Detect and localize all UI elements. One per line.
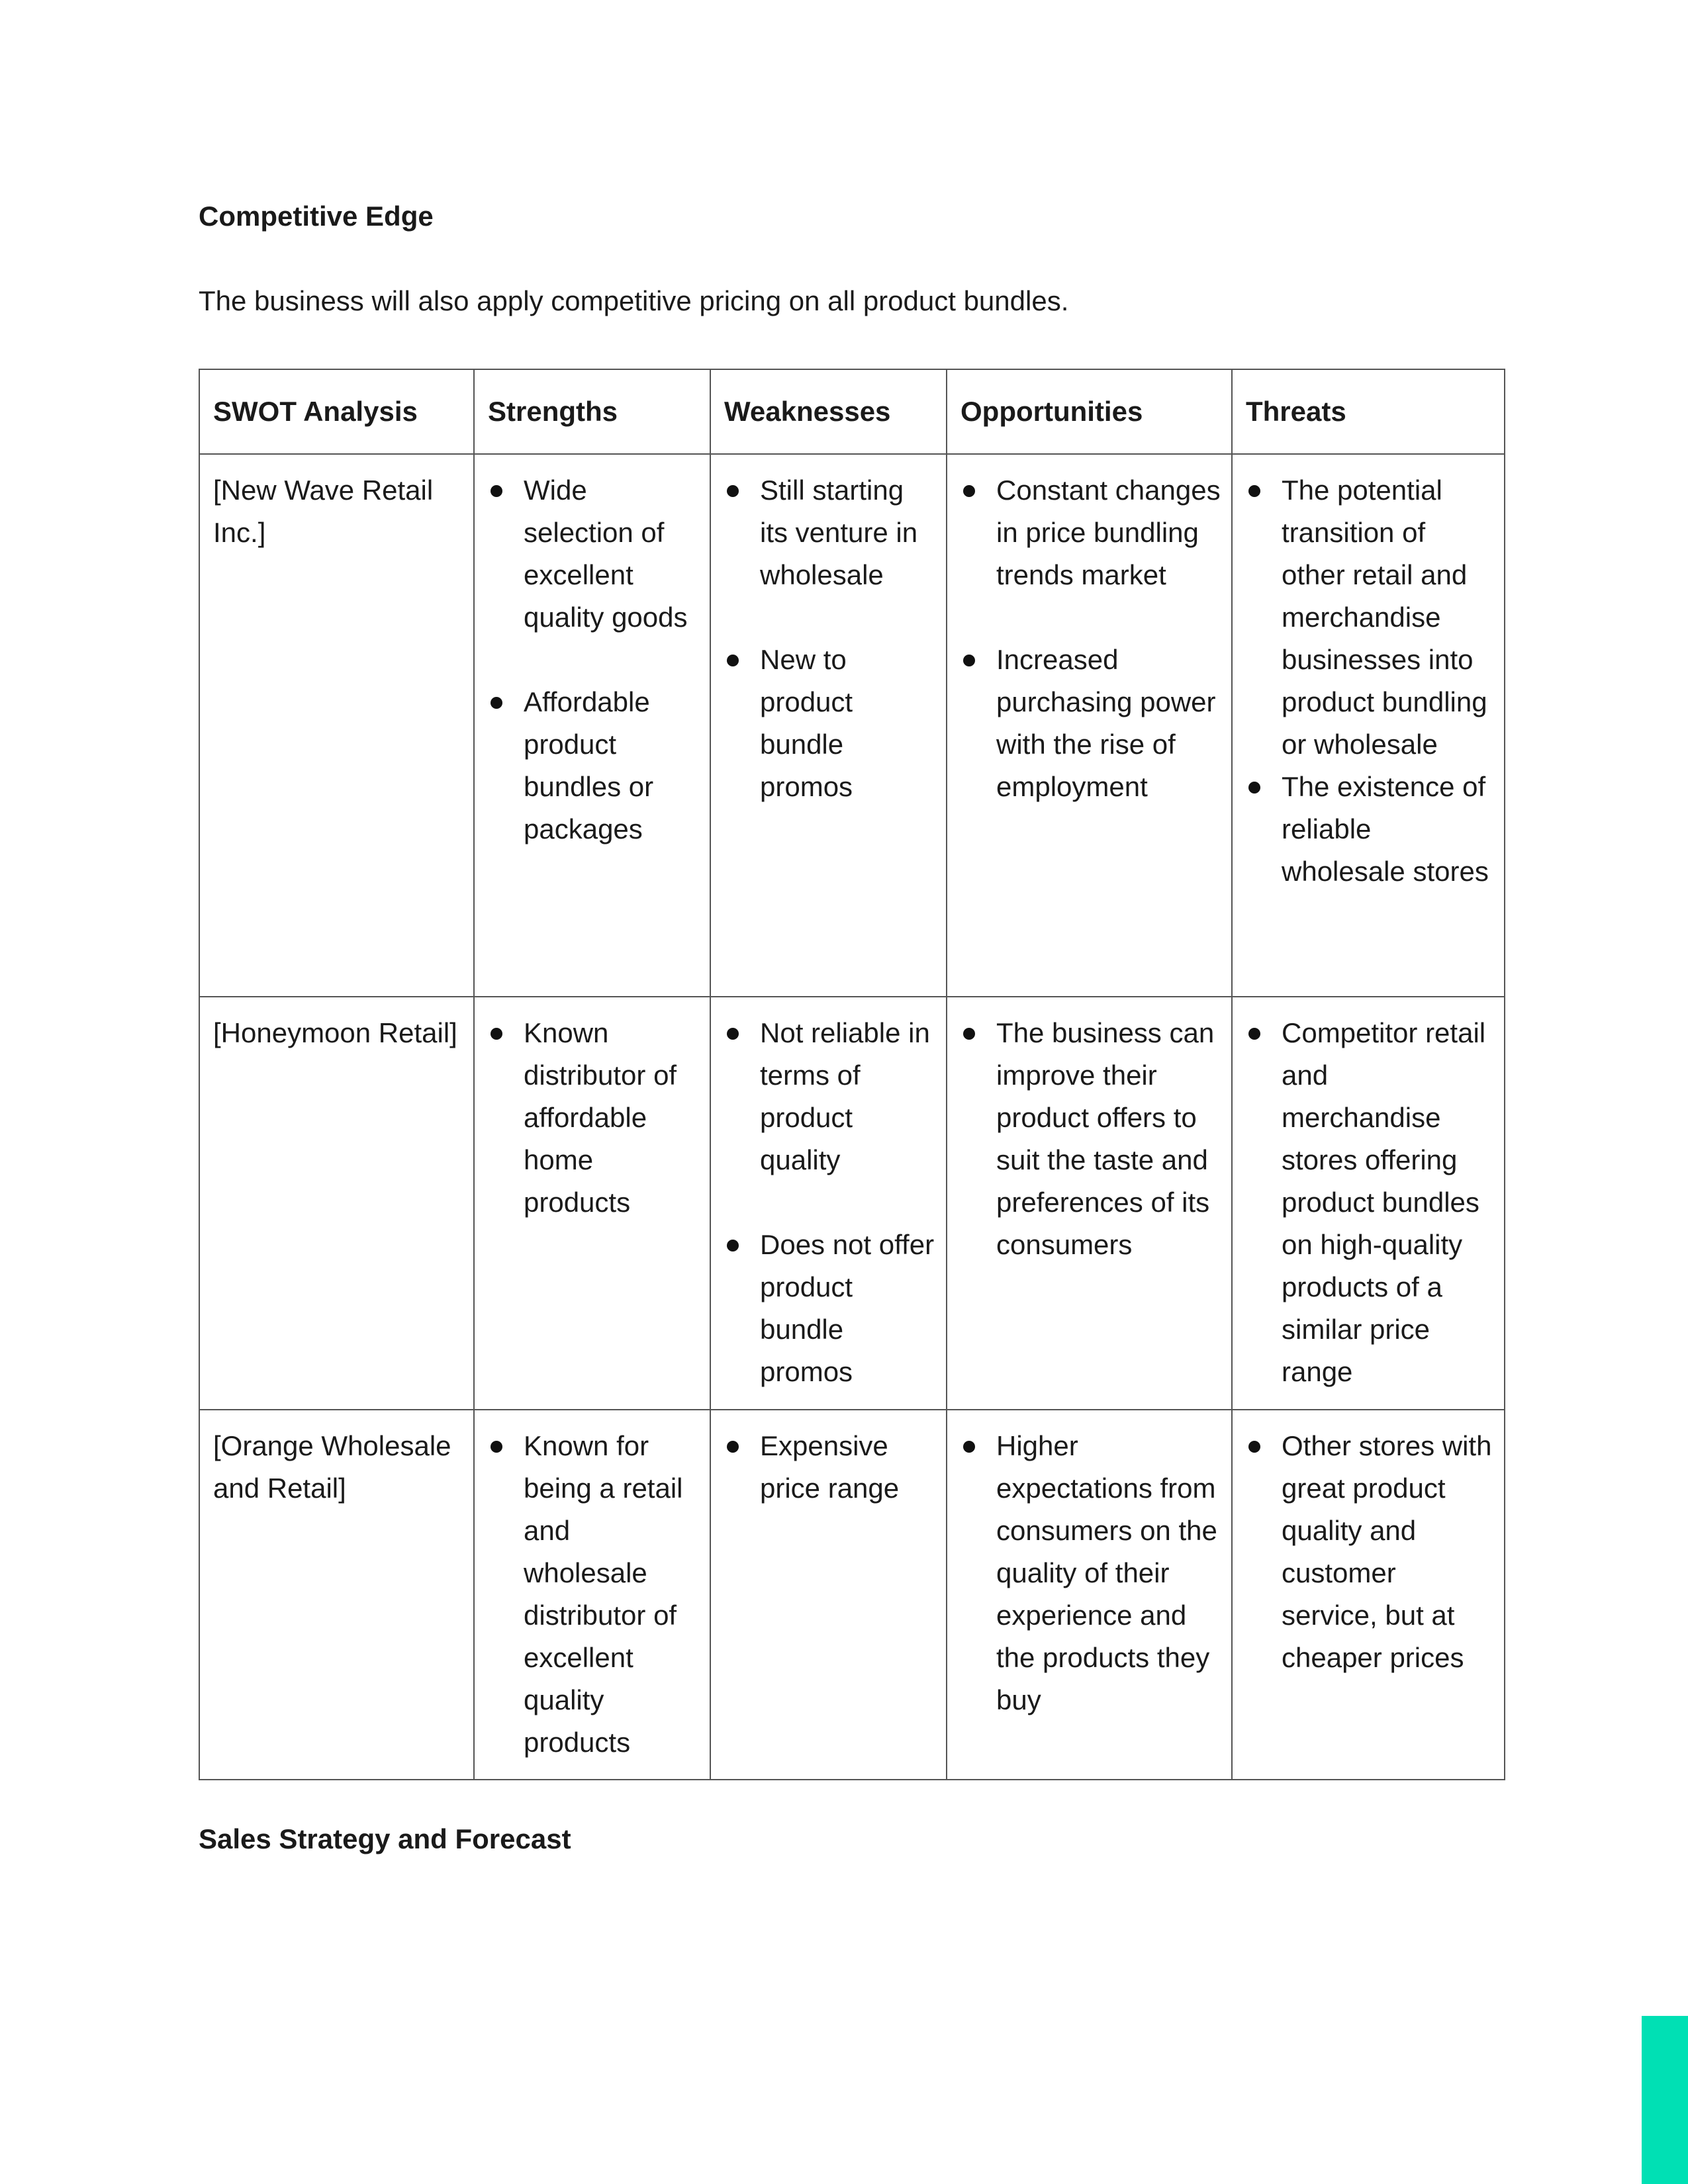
list-item: New to product bundle promos <box>724 639 935 808</box>
swot-table <box>199 369 1505 1780</box>
threats-cell <box>1232 454 1505 997</box>
list-item: Constant changes in price bundling trends market <box>961 469 1221 596</box>
header-threats: Threats <box>1232 369 1505 454</box>
list-item: Affordable product bundles or packages <box>488 681 699 850</box>
list-item: Still starting its venture in wholesale <box>724 469 935 596</box>
swot-header-row <box>199 369 1505 454</box>
threats-cell <box>1232 997 1505 1410</box>
weaknesses-cell <box>710 454 947 997</box>
strengths-cell <box>474 1410 710 1780</box>
accent-bar <box>1642 2016 1688 2184</box>
company-cell: [New Wave Retail Inc.] <box>199 454 474 997</box>
list-item: Does not offer product bundle promos <box>724 1224 935 1393</box>
opportunities-cell <box>947 454 1232 997</box>
header-weaknesses: Weaknesses <box>710 369 947 454</box>
list-item: Higher expectations from consumers on the quality of their experience and the products they buy <box>961 1425 1221 1721</box>
competitive-edge-intro: The business will also apply competitive pricing on all product bundles. <box>199 285 1069 316</box>
list-item: Expensive price range <box>724 1425 935 1510</box>
opportunities-cell <box>947 997 1232 1410</box>
strengths-cell <box>474 454 710 997</box>
list-item: Not reliable in terms of product quality <box>724 1012 935 1181</box>
header-strengths: Strengths <box>474 369 710 454</box>
list-item: The existence of reliable wholesale stores <box>1246 766 1493 893</box>
list-item: The potential transition of other retail and merchandise businesses into product bundling or wholesale <box>1246 469 1493 766</box>
competitive-edge-heading: Competitive Edge <box>199 201 434 232</box>
list-item: Competitor retail and merchandise stores offering product bundles on high-quality products of a similar price range <box>1246 1012 1493 1393</box>
list-item: Increased purchasing power with the rise of employment <box>961 639 1221 808</box>
list-item: The business can improve their product offers to suit the taste and preferences of its consumers <box>961 1012 1221 1266</box>
company-cell: [Honeymoon Retail] <box>199 997 474 1410</box>
strengths-cell <box>474 997 710 1410</box>
list-item: Known distributor of affordable home products <box>488 1012 699 1224</box>
header-opportunities: Opportunities <box>947 369 1232 454</box>
header-swot-analysis: SWOT Analysis <box>199 369 474 454</box>
threats-cell <box>1232 1410 1505 1780</box>
list-item: Other stores with great product quality and customer service, but at cheaper prices <box>1246 1425 1493 1679</box>
opportunities-cell <box>947 1410 1232 1780</box>
weaknesses-cell <box>710 1410 947 1780</box>
sales-strategy-heading: Sales Strategy and Forecast <box>199 1823 571 1854</box>
table-row <box>199 1410 1505 1780</box>
table-row <box>199 454 1505 997</box>
list-item: Wide selection of excellent quality goods <box>488 469 699 639</box>
list-item: Known for being a retail and wholesale distributor of excellent quality products <box>488 1425 699 1764</box>
table-row <box>199 997 1505 1410</box>
weaknesses-cell <box>710 997 947 1410</box>
company-cell: [Orange Wholesale and Retail] <box>199 1410 474 1780</box>
